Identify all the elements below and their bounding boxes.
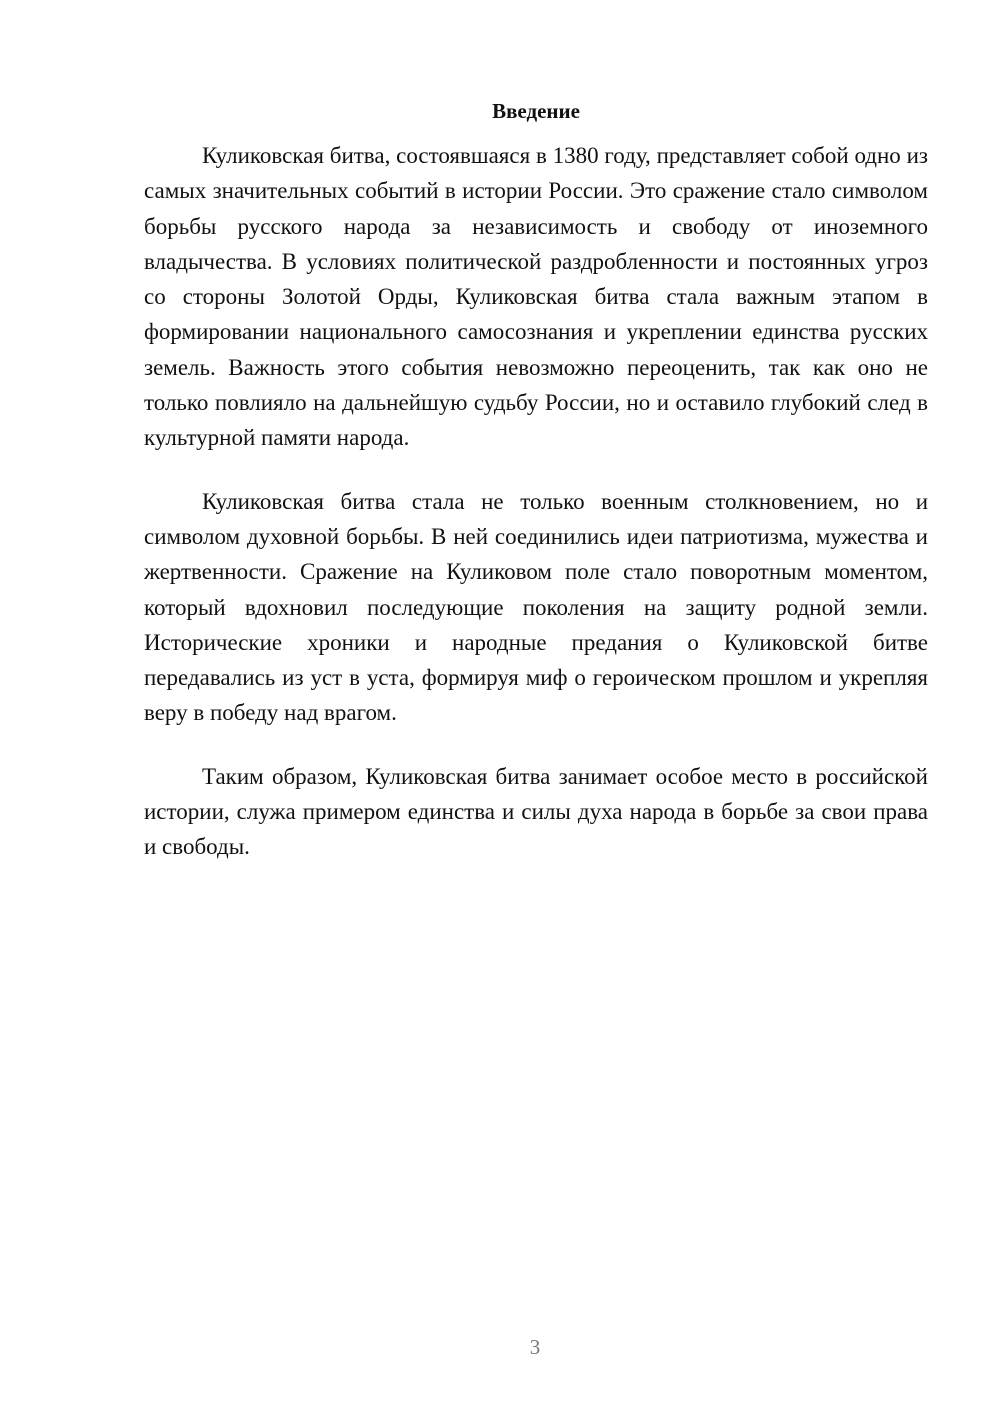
- document-body: [144, 96, 928, 893]
- page-number: 3: [529, 1335, 541, 1359]
- paragraph-2: Куликовская битва стала не только военным столкновением, но и символом духовной борьбы. В ней соединились идеи патриотизма, мужества и жертвенности. Сражение на Куликовом поле стало поворотным моментом, который вдохновил последующие поколения на защиту родной земли. Исторические хроники и народные предания о Куликовской битве передавались из уст в уста, формируя миф о героическом прошлом и укрепляя веру в победу над врагом.: [144, 488, 928, 726]
- paragraph-1: Куликовская битва, состоявшаяся в 1380 году, представляет собой одно из самых значительных событий в истории России. Это сражение стало символом борьбы русского народа за независимость и свободу от иноземного владычества. В условиях политической раздробленности и постоянных угроз со стороны Золотой Орды, Куликовская битва стала важным этапом в формировании национального самосознания и укреплении единства русских земель. Важность этого события невозможно переоценить, так как оно не только повлияло на дальнейшую судьбу России, но и оставило глубокий след в культурной памяти народа.: [144, 143, 928, 451]
- paragraph-3: Таким образом, Куликовская битва занимает особое место в российской истории, служа примером единства и силы духа народа в борьбе за свои права и свободы.: [144, 763, 928, 860]
- section-heading: Введение: [492, 99, 580, 123]
